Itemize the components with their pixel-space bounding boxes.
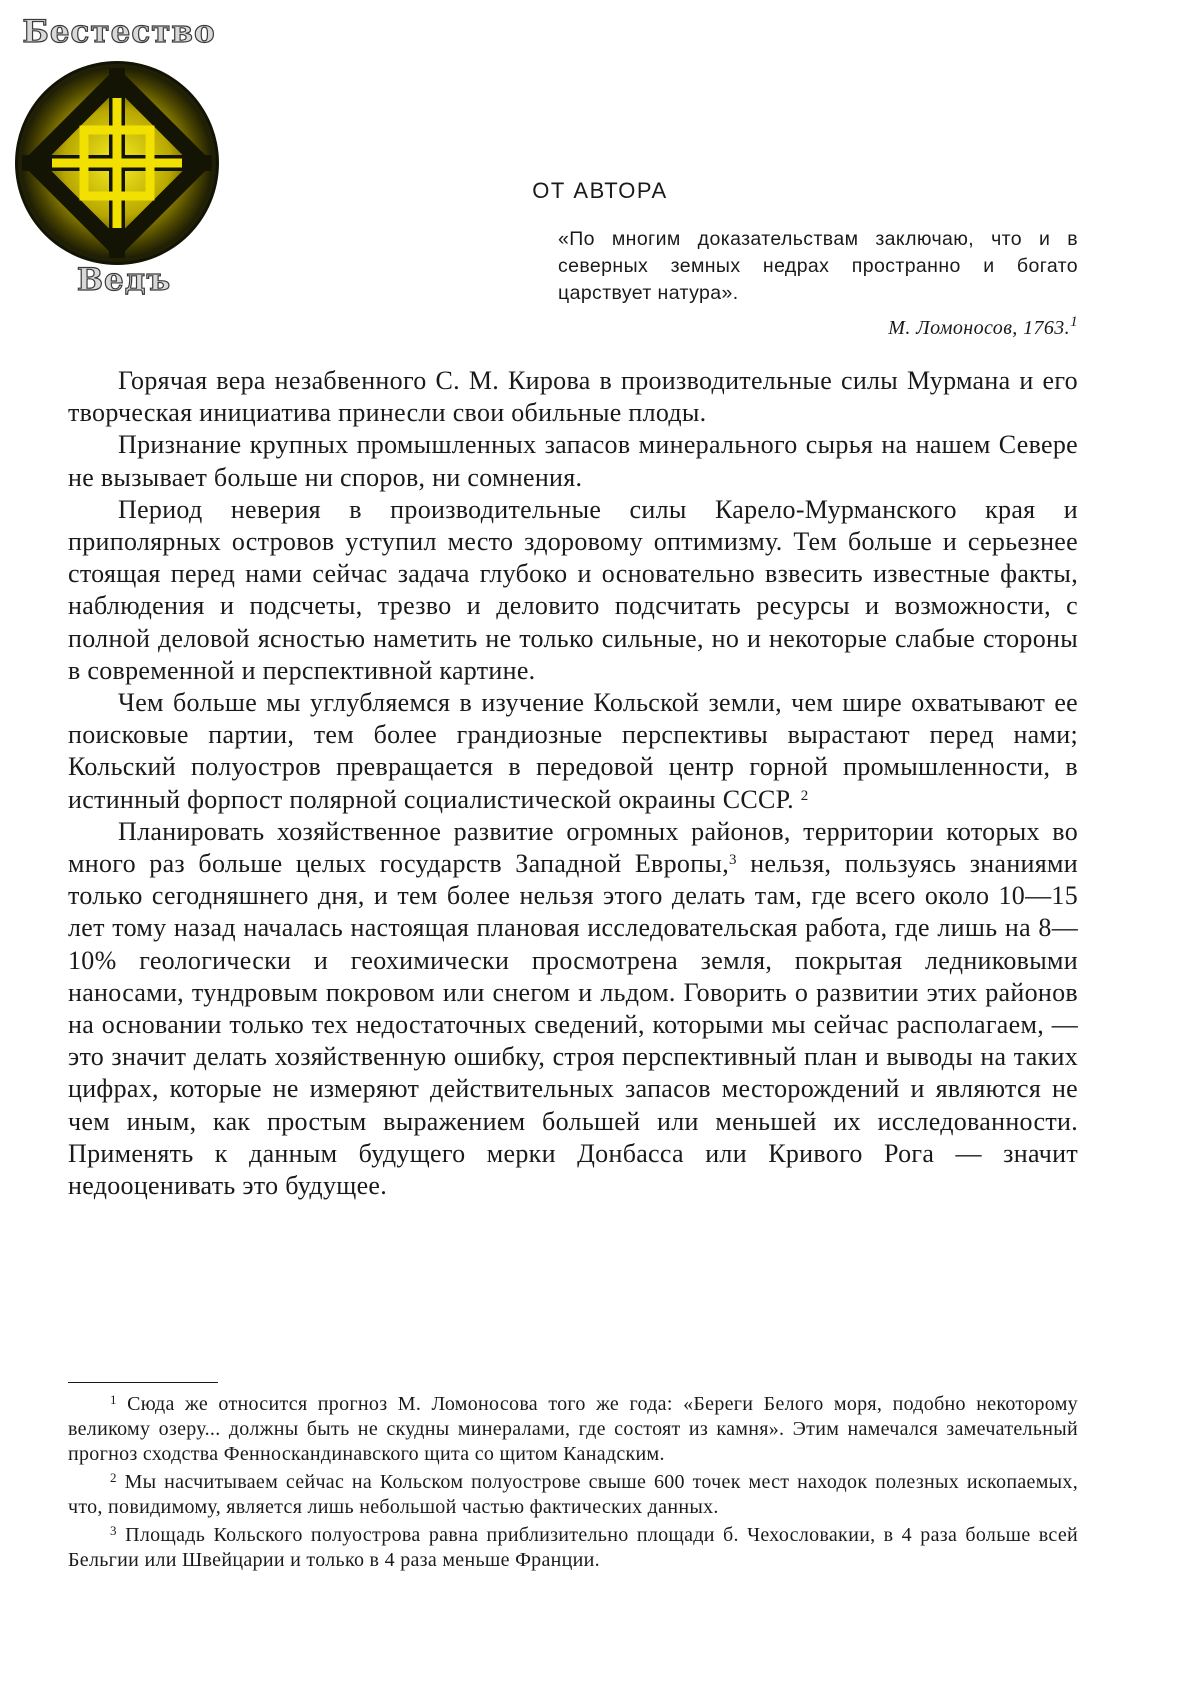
footnote-ref: 3 bbox=[729, 852, 737, 869]
epigraph bbox=[558, 226, 1078, 342]
paragraph-text: нельзя, пользуясь знаниями только сегодняшнего дня, и тем более нельзя этого делать там, где всего около 10—15 лет тому назад началась настоящая плановая исследовательская работа, где лишь на 8—10% геологически и геохимически просмотрена земля, покрытая ледниковыми наносами, тундровым покровом или снегом и льдом. Говорить о развитии этих районов на основании только тех недостаточных сведений, которыми мы сейчас располагаем, — это значит делать хозяйственную ошибку, строя перспективный план и выводы на таких цифрах, которые не измеряют действительных запасов месторождений и являются не чем иным, как простым выражением большей или меньшей их исследованности. Применять к данным будущего мерки Донбасса или Кривого Рога — значит недооценивать это будущее. bbox=[68, 849, 1078, 1201]
main-text bbox=[68, 365, 1078, 1202]
paragraph bbox=[68, 816, 1078, 1202]
logo-bottom-text: Ведъ bbox=[76, 262, 172, 298]
footnote bbox=[68, 1523, 1078, 1573]
footnote-number: 3 bbox=[110, 1523, 117, 1538]
footnote bbox=[68, 1470, 1078, 1520]
footnotes bbox=[68, 1392, 1078, 1576]
footnote-text: Мы насчитываем сейчас на Кольском полуострове свыше 600 точек мест находок полезных ископаемых, что, повидимому, является лишь небольшой частью фактических данных. bbox=[68, 1471, 1078, 1518]
footnote bbox=[68, 1392, 1078, 1467]
footnote-text: Сюда же относится прогноз М. Ломоносова того же года: «Береги Белого моря, подобно некоторому великому озеру... должны быть не скудны минералами, где состоят из камня». Этим намечался замечательный прогноз сходства Фенноскандинавского щита со щитом Канадским. bbox=[68, 1393, 1078, 1465]
paragraph: Горячая вера незабвенного С. М. Кирова в производительные силы Мурмана и его творческая инициатива принесли свои обильные плоды. bbox=[68, 366, 1078, 428]
footnote-text: Площадь Кольского полуострова равна приблизительно площади б. Чехословакии, в 4 раза больше всей Бельгии или Швейцарии и только в 4 раза меньше Франции. bbox=[68, 1524, 1079, 1571]
logo-top-text: Бестество bbox=[22, 14, 216, 50]
attribution-text: М. Ломоносов, 1763. bbox=[888, 317, 1071, 339]
paragraph: Период неверия в производительные силы Карело-Мурманского края и приполярных островов уступил место здоровому оптимизму. Тем больше и серьезнее стоящая перед нами сейчас задача глубоко и основательно взвесить известные факты, наблюдения и подсчеты, трезво и деловито подсчитать ресурсы и возможности, с полной деловой ясностью наметить не только сильные, но и некоторые слабые стороны в современной и перспективной картине. bbox=[68, 494, 1078, 685]
epigraph-quote: «По многим доказательствам заключаю, что и в северных земных недрах пространно и богато царствует натура». bbox=[558, 228, 1078, 304]
star-of-rus-icon bbox=[12, 58, 222, 268]
footnote-ref: 2 bbox=[800, 787, 809, 804]
paragraph-text: Чем больше мы углубляемся в изучение Кольской земли, чем шире охватывают ее поисковые партии, тем более грандиозные перспективы вырастают перед нами; Кольский полуостров превращается в передовой центр горной промышленности, в истинный форпост полярной социалистической окраины СССР. bbox=[68, 688, 1078, 814]
footnote-ref: 1 bbox=[1070, 314, 1078, 330]
paragraph-text: Планировать хозяйственное развитие огромных районов, территории которых во много раз больше целых государств Западной Европы, bbox=[68, 816, 1078, 879]
paragraph bbox=[68, 687, 1078, 816]
page-title: ОТ АВТОРА bbox=[532, 178, 668, 203]
footnote-number: 1 bbox=[110, 1392, 117, 1407]
epigraph-attribution bbox=[558, 315, 1078, 342]
footnote-number: 2 bbox=[110, 1470, 117, 1485]
paragraph: Признание крупных промышленных запасов минерального сырья на нашем Севере не вызывает больше ни споров, ни сомнения. bbox=[68, 430, 1078, 492]
footnote-divider bbox=[68, 1382, 218, 1383]
